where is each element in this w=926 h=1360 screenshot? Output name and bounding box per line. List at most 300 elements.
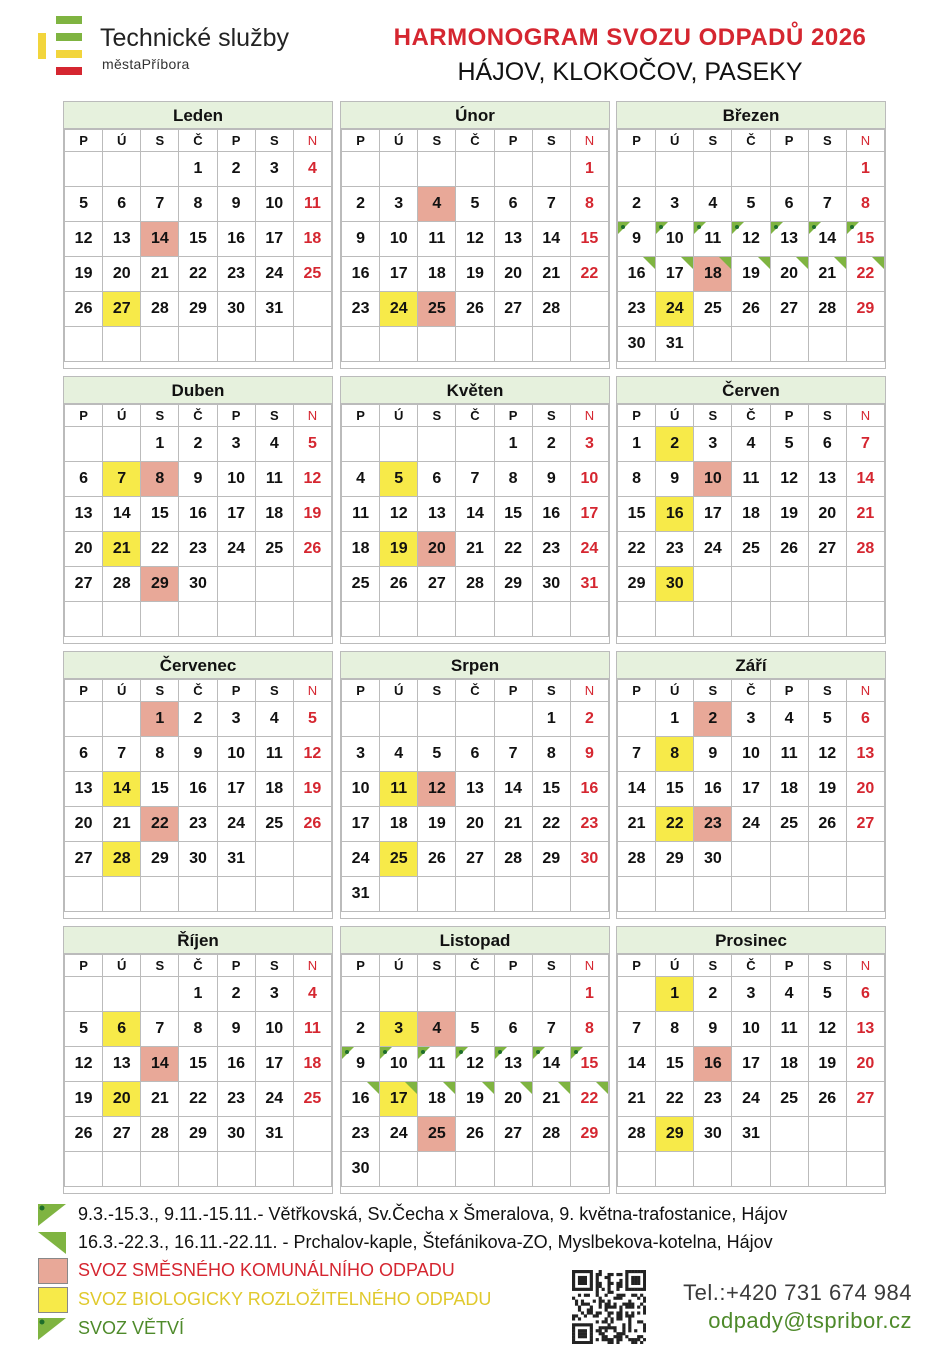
empty-cell — [494, 877, 532, 912]
week-row — [65, 602, 332, 637]
empty-cell — [179, 327, 217, 362]
day-cell: 7 — [532, 1012, 570, 1047]
day-cell: 8 — [618, 462, 656, 497]
empty-cell — [418, 702, 456, 737]
week-row — [65, 1012, 332, 1047]
day-cell: 29 — [532, 842, 570, 877]
day-cell: 16 — [694, 1047, 732, 1082]
day-cell: 17 — [217, 497, 255, 532]
weekday-header: Ú — [656, 405, 694, 427]
empty-cell — [570, 877, 608, 912]
empty-cell — [770, 1152, 808, 1187]
day-cell: 7 — [808, 187, 846, 222]
week-row — [65, 187, 332, 222]
empty-cell — [141, 152, 179, 187]
week-row — [65, 567, 332, 602]
day-cell: 22 — [532, 807, 570, 842]
empty-cell — [494, 152, 532, 187]
weekday-header: P — [342, 955, 380, 977]
day-cell: 19 — [380, 532, 418, 567]
weekday-header: Ú — [656, 680, 694, 702]
day-cell: 23 — [694, 1082, 732, 1117]
empty-cell — [694, 327, 732, 362]
month-title: Září — [617, 652, 885, 679]
day-cell: 26 — [65, 292, 103, 327]
month-calendar — [616, 101, 886, 369]
day-cell: 6 — [494, 187, 532, 222]
week-row — [65, 772, 332, 807]
empty-cell — [103, 1152, 141, 1187]
day-cell: 24 — [217, 807, 255, 842]
week-row — [65, 532, 332, 567]
empty-cell — [808, 877, 846, 912]
empty-cell — [770, 602, 808, 637]
week-row — [618, 462, 885, 497]
day-cell: 18 — [732, 497, 770, 532]
day-cell: 29 — [141, 567, 179, 602]
day-cell: 20 — [846, 1047, 884, 1082]
month-title: Říjen — [64, 927, 332, 954]
day-cell: 14 — [618, 772, 656, 807]
week-row — [342, 1117, 609, 1152]
day-cell: 25 — [293, 257, 331, 292]
month-calendar — [63, 101, 333, 369]
day-cell: 6 — [846, 977, 884, 1012]
empty-cell — [293, 1117, 331, 1152]
day-cell: 25 — [732, 532, 770, 567]
weekday-header: Ú — [656, 130, 694, 152]
day-cell: 17 — [380, 1082, 418, 1117]
day-cell: 10 — [217, 462, 255, 497]
month-calendar — [340, 376, 610, 644]
day-cell: 13 — [494, 1047, 532, 1082]
week-row — [342, 187, 609, 222]
weekday-header: Ú — [103, 955, 141, 977]
day-cell: 27 — [846, 1082, 884, 1117]
day-cell: 18 — [418, 1082, 456, 1117]
day-cell: 26 — [418, 842, 456, 877]
empty-cell — [65, 152, 103, 187]
weekday-header: N — [293, 130, 331, 152]
weekday-header: P — [342, 680, 380, 702]
weekday-header: N — [293, 680, 331, 702]
empty-cell — [293, 1152, 331, 1187]
day-cell: 12 — [65, 222, 103, 257]
day-cell: 4 — [418, 187, 456, 222]
week-row — [65, 1047, 332, 1082]
empty-cell — [179, 602, 217, 637]
day-cell: 26 — [456, 1117, 494, 1152]
day-cell: 29 — [618, 567, 656, 602]
day-cell: 5 — [293, 427, 331, 462]
weekday-header: N — [570, 130, 608, 152]
weekday-header: Č — [456, 680, 494, 702]
weekday-header: P — [65, 955, 103, 977]
day-cell: 31 — [255, 292, 293, 327]
day-cell: 9 — [532, 462, 570, 497]
empty-cell — [770, 327, 808, 362]
day-cell: 10 — [656, 222, 694, 257]
empty-cell — [255, 602, 293, 637]
weekday-header: P — [217, 680, 255, 702]
branch-marker-icon — [643, 257, 655, 269]
branch-dot-icon — [850, 225, 854, 229]
day-cell: 10 — [570, 462, 608, 497]
empty-cell — [770, 152, 808, 187]
week-row — [618, 567, 885, 602]
day-cell: 12 — [770, 462, 808, 497]
week-row — [342, 977, 609, 1012]
week-row — [342, 222, 609, 257]
weekday-header: P — [618, 955, 656, 977]
contact-email[interactable]: odpady@tspribor.cz — [708, 1308, 912, 1333]
empty-cell — [846, 842, 884, 877]
day-cell: 1 — [846, 152, 884, 187]
empty-cell — [380, 877, 418, 912]
day-cell: 6 — [456, 737, 494, 772]
day-cell: 3 — [694, 427, 732, 462]
day-cell: 17 — [380, 257, 418, 292]
day-cell: 29 — [179, 292, 217, 327]
empty-cell — [570, 292, 608, 327]
page-subtitle: HÁJOV, KLOKOČOV, PASEKY — [457, 58, 803, 86]
day-cell: 21 — [532, 257, 570, 292]
week-row — [618, 532, 885, 567]
day-cell: 30 — [694, 1117, 732, 1152]
day-cell: 24 — [255, 1082, 293, 1117]
day-cell: 24 — [694, 532, 732, 567]
day-cell: 3 — [656, 187, 694, 222]
day-cell: 27 — [494, 1117, 532, 1152]
day-cell: 30 — [618, 327, 656, 362]
empty-cell — [456, 152, 494, 187]
empty-cell — [570, 327, 608, 362]
weekday-header: P — [770, 680, 808, 702]
branch-triangle-icon — [38, 1232, 66, 1254]
weekday-header: S — [418, 405, 456, 427]
empty-cell — [494, 702, 532, 737]
week-row — [65, 977, 332, 1012]
weekday-header: S — [532, 405, 570, 427]
day-cell: 6 — [808, 427, 846, 462]
month-calendar — [63, 376, 333, 644]
day-cell: 17 — [694, 497, 732, 532]
day-cell: 21 — [141, 1082, 179, 1117]
weekday-header: P — [618, 130, 656, 152]
day-cell: 30 — [217, 292, 255, 327]
empty-cell — [532, 877, 570, 912]
weekday-header: Ú — [380, 405, 418, 427]
weekday-header: Č — [456, 130, 494, 152]
empty-cell — [532, 977, 570, 1012]
empty-cell — [456, 602, 494, 637]
weekday-header: N — [293, 955, 331, 977]
weekday-header: S — [418, 680, 456, 702]
day-cell: 10 — [342, 772, 380, 807]
empty-cell — [846, 567, 884, 602]
empty-cell — [456, 702, 494, 737]
day-cell: 31 — [342, 877, 380, 912]
weekday-header: P — [494, 405, 532, 427]
day-cell: 8 — [141, 462, 179, 497]
day-cell: 1 — [618, 427, 656, 462]
day-cell: 7 — [618, 1012, 656, 1047]
day-cell: 24 — [217, 532, 255, 567]
empty-cell — [846, 327, 884, 362]
empty-cell — [141, 977, 179, 1012]
day-cell: 15 — [618, 497, 656, 532]
day-cell: 28 — [141, 292, 179, 327]
day-cell: 5 — [808, 977, 846, 1012]
week-row — [65, 427, 332, 462]
week-row — [342, 807, 609, 842]
day-cell: 4 — [255, 702, 293, 737]
empty-cell — [418, 152, 456, 187]
day-cell: 9 — [179, 462, 217, 497]
day-cell: 28 — [103, 567, 141, 602]
page-title: HARMONOGRAM SVOZU ODPADŮ 2026 — [393, 24, 867, 51]
weekday-header: Ú — [380, 680, 418, 702]
day-cell: 26 — [808, 1082, 846, 1117]
week-row — [65, 222, 332, 257]
week-row — [342, 567, 609, 602]
day-cell: 24 — [656, 292, 694, 327]
empty-cell — [217, 327, 255, 362]
day-cell: 20 — [65, 532, 103, 567]
day-cell: 2 — [342, 187, 380, 222]
day-cell: 2 — [694, 702, 732, 737]
empty-cell — [494, 1152, 532, 1187]
day-cell: 17 — [255, 1047, 293, 1082]
day-cell: 2 — [217, 152, 255, 187]
day-cell: 16 — [694, 772, 732, 807]
day-cell: 27 — [494, 292, 532, 327]
org-subtitle: městaPříbora — [102, 56, 190, 72]
weekday-header: P — [494, 680, 532, 702]
day-cell: 8 — [179, 187, 217, 222]
week-row — [618, 842, 885, 877]
day-cell: 19 — [456, 1082, 494, 1117]
day-cell: 6 — [103, 187, 141, 222]
day-cell: 6 — [418, 462, 456, 497]
day-cell: 19 — [293, 772, 331, 807]
empty-cell — [770, 567, 808, 602]
day-cell: 11 — [255, 462, 293, 497]
week-row — [342, 1012, 609, 1047]
day-cell: 4 — [293, 152, 331, 187]
empty-cell — [494, 602, 532, 637]
weekday-header: Ú — [103, 405, 141, 427]
empty-cell — [656, 1152, 694, 1187]
weekday-header: S — [418, 955, 456, 977]
day-cell: 26 — [808, 807, 846, 842]
day-cell: 15 — [141, 497, 179, 532]
day-cell: 2 — [656, 427, 694, 462]
empty-cell — [103, 152, 141, 187]
empty-cell — [770, 842, 808, 877]
day-cell: 12 — [293, 462, 331, 497]
branch-marker-icon — [367, 1082, 379, 1094]
empty-cell — [732, 327, 770, 362]
day-cell: 25 — [418, 292, 456, 327]
day-cell: 28 — [532, 292, 570, 327]
weekday-header: N — [570, 405, 608, 427]
week-row — [342, 152, 609, 187]
week-row — [618, 1152, 885, 1187]
day-cell: 15 — [494, 497, 532, 532]
day-cell: 17 — [255, 222, 293, 257]
empty-cell — [532, 602, 570, 637]
branch-marker-icon — [834, 257, 846, 269]
week-row — [342, 877, 609, 912]
month-title: Březen — [617, 102, 885, 129]
day-cell: 31 — [656, 327, 694, 362]
day-cell: 10 — [217, 737, 255, 772]
week-row — [618, 702, 885, 737]
week-row — [618, 772, 885, 807]
day-cell: 16 — [217, 1047, 255, 1082]
empty-cell — [656, 152, 694, 187]
day-cell: 28 — [103, 842, 141, 877]
empty-cell — [418, 427, 456, 462]
empty-cell — [618, 1152, 656, 1187]
empty-cell — [418, 877, 456, 912]
day-cell: 21 — [141, 257, 179, 292]
empty-cell — [255, 877, 293, 912]
empty-cell — [494, 977, 532, 1012]
day-cell: 24 — [342, 842, 380, 877]
day-cell: 30 — [217, 1117, 255, 1152]
day-cell: 5 — [456, 187, 494, 222]
day-cell: 9 — [217, 187, 255, 222]
day-cell: 15 — [570, 222, 608, 257]
week-row — [65, 842, 332, 877]
day-cell: 12 — [418, 772, 456, 807]
empty-cell — [846, 1152, 884, 1187]
day-cell: 19 — [770, 497, 808, 532]
day-cell: 27 — [65, 842, 103, 877]
day-cell: 19 — [293, 497, 331, 532]
weekday-header: N — [570, 680, 608, 702]
day-cell: 23 — [656, 532, 694, 567]
month-title: Srpen — [341, 652, 609, 679]
contact-phone: Tel.:+420 731 674 984 — [683, 1280, 912, 1305]
branch-dot-icon — [574, 1050, 578, 1054]
day-cell: 22 — [570, 1082, 608, 1117]
day-cell: 21 — [618, 807, 656, 842]
day-cell: 22 — [570, 257, 608, 292]
weekday-header: S — [532, 955, 570, 977]
empty-cell — [293, 602, 331, 637]
day-cell: 15 — [532, 772, 570, 807]
weekday-header: Ú — [380, 130, 418, 152]
day-cell: 7 — [846, 427, 884, 462]
day-cell: 23 — [217, 1082, 255, 1117]
empty-cell — [418, 327, 456, 362]
empty-cell — [808, 602, 846, 637]
empty-cell — [141, 877, 179, 912]
day-cell: 3 — [732, 702, 770, 737]
day-cell: 8 — [141, 737, 179, 772]
day-cell: 25 — [255, 532, 293, 567]
day-cell: 23 — [179, 532, 217, 567]
weekday-header: S — [255, 405, 293, 427]
empty-cell — [141, 1152, 179, 1187]
month-calendar — [340, 651, 610, 919]
weekday-header: P — [217, 405, 255, 427]
day-cell: 29 — [494, 567, 532, 602]
weekday-header: Č — [732, 955, 770, 977]
day-cell: 20 — [846, 772, 884, 807]
day-cell: 16 — [342, 1082, 380, 1117]
branch-marker-icon — [443, 1082, 455, 1094]
day-cell: 23 — [570, 807, 608, 842]
day-cell: 9 — [618, 222, 656, 257]
branch-marker-icon — [558, 1082, 570, 1094]
day-cell: 2 — [694, 977, 732, 1012]
day-cell: 14 — [532, 222, 570, 257]
weekday-header: S — [418, 130, 456, 152]
day-cell: 9 — [342, 1047, 380, 1082]
day-cell: 7 — [532, 187, 570, 222]
day-cell: 16 — [342, 257, 380, 292]
week-row — [618, 152, 885, 187]
day-cell: 13 — [770, 222, 808, 257]
day-cell: 16 — [656, 497, 694, 532]
day-cell: 1 — [141, 702, 179, 737]
day-cell: 3 — [255, 152, 293, 187]
day-cell: 5 — [380, 462, 418, 497]
empty-cell — [103, 427, 141, 462]
week-row — [618, 222, 885, 257]
day-cell: 25 — [770, 1082, 808, 1117]
day-cell: 2 — [570, 702, 608, 737]
empty-cell — [618, 152, 656, 187]
weekday-header: P — [494, 955, 532, 977]
empty-cell — [770, 877, 808, 912]
day-cell: 24 — [380, 292, 418, 327]
weekday-header: Č — [179, 955, 217, 977]
day-cell: 19 — [65, 1082, 103, 1117]
week-row — [65, 292, 332, 327]
empty-cell — [418, 977, 456, 1012]
weekday-header: S — [532, 130, 570, 152]
day-cell: 18 — [770, 1047, 808, 1082]
branch-dot-icon — [536, 1050, 540, 1054]
day-cell: 4 — [694, 187, 732, 222]
empty-cell — [103, 702, 141, 737]
day-cell: 3 — [380, 1012, 418, 1047]
legend-mixed-text: SVOZ SMĚSNÉHO KOMUNÁLNÍHO ODPADU — [78, 1260, 455, 1280]
day-cell: 18 — [342, 532, 380, 567]
month-title: Únor — [341, 102, 609, 129]
day-cell: 23 — [694, 807, 732, 842]
day-cell: 27 — [808, 532, 846, 567]
empty-cell — [293, 877, 331, 912]
day-cell: 23 — [217, 257, 255, 292]
branch-marker-icon — [719, 257, 731, 269]
day-cell: 28 — [141, 1117, 179, 1152]
day-cell: 14 — [808, 222, 846, 257]
empty-cell — [179, 1152, 217, 1187]
empty-cell — [342, 427, 380, 462]
day-cell: 13 — [494, 222, 532, 257]
day-cell: 8 — [570, 1012, 608, 1047]
day-cell: 5 — [732, 187, 770, 222]
empty-cell — [694, 877, 732, 912]
day-cell: 22 — [846, 257, 884, 292]
legend-branches-week2-text: 16.3.-22.3., 16.11.-22.11. - Prchalov-kaple, Štefánikova-ZO, Myslbekova-kotelna, Hájov — [78, 1232, 773, 1252]
